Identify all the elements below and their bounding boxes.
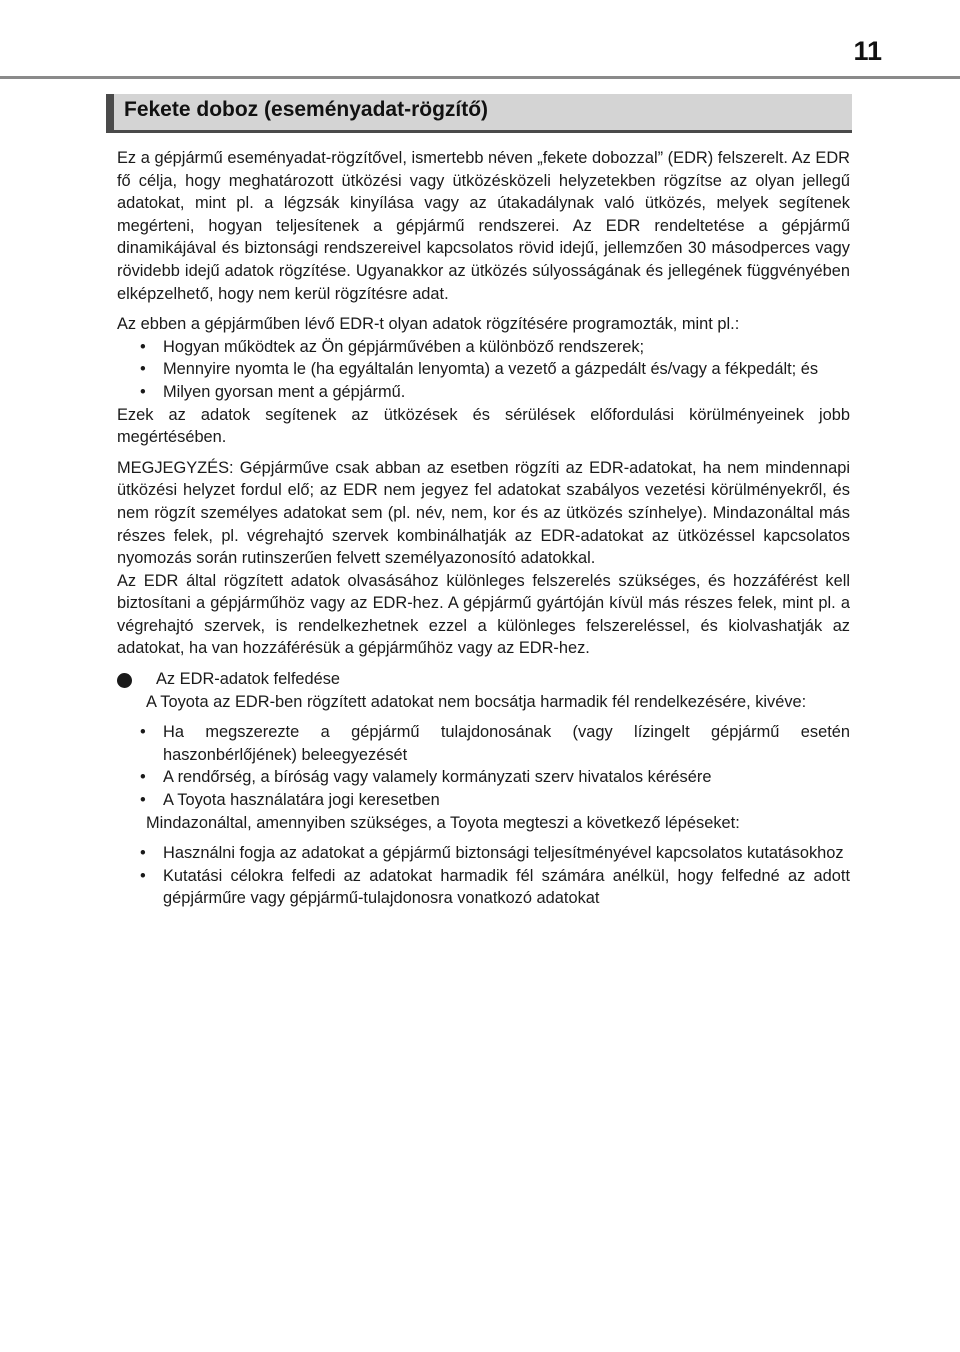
list-item: • Mennyire nyomta le (ha egyáltalán lenyomta) a vezető a gázpedált és/vagy a fékpedált; és <box>117 358 850 381</box>
disclosure-paragraph: A Toyota az EDR-ben rögzített adatokat nem bocsátja harmadik fél rendelkezésére, kivéve: <box>146 692 807 711</box>
list-item: • A Toyota használatára jogi keresetben <box>146 789 850 812</box>
list-item: • Használni fogja az adatokat a gépjármű biztonsági teljesítményével kapcsolatos kutatásokhoz <box>146 842 850 865</box>
intro-paragraph: Ez a gépjármű eseményadat-rögzítővel, ismertebb néven „fekete dobozzal” (EDR) felszerelt. Az EDR fő célja, hogy meghatározott ütközési vagy ütközésközeli helyzetekben rögzítse az olyan jellegű adatokat, mint pl. a légzsák kinyílása vagy az útakadálynak való ütközés, melyek segítenek megérteni, hogyan teljesítenek a gépjármű rendszerei. Az EDR rendeltetése a gépjármű dinamikájával és biztonsági rendszereivel kapcsolatos rövid idejű, jellemzően 30 másodperces vagy rövidebb idejű adatok rögzítése. Ugyanakkor az ütközés súlyosságának és jellegének függvényében elképzelhető, hogy nem kerül rögzítésre adat. <box>117 149 850 303</box>
subheading-label: Az EDR-adatok felfedése <box>156 670 341 689</box>
recorded-data-list <box>117 336 850 404</box>
body-text <box>117 147 850 918</box>
list-item: • Kutatási célokra felfedi az adatokat harmadik fél számára anélkül, hogy felfedné az adott gépjárműre vagy gépjármű-tulajdonosra vonatkozó adatokat <box>146 865 850 910</box>
list-item: • Milyen gyorsan ment a gépjármű. <box>117 381 850 404</box>
disclosure-subheading <box>117 668 850 691</box>
list-item: • A rendőrség, a bíróság vagy valamely kormányzati szerv hivatalos kérésére <box>146 766 850 789</box>
programmed-data-paragraph: Az ebben a gépjárműben lévő EDR-t olyan adatok rögzítésére programozták, mint pl.: <box>117 315 740 334</box>
note-paragraph: MEGJEGYZÉS: Gépjárműve csak abban az esetben rögzíti az EDR-adatokat, ha nem mindennapi ütközési helyzet fordul elő; az EDR nem jegyez fel adatokat szabályos vezetési körülményekről, és nem rögzít személyes adatokat sem (pl. név, nem, kor és az ütközés színhelye). Mindazonáltal más részes felek, pl. végrehajtó szervek kombinálhatják az EDR-adatokat az ütközéssel kapcsolatos nyomozás során rutinszerűen felvett személyazonosító adatokkal. <box>117 458 850 568</box>
purpose-paragraph: Ezek az adatok segítenek az ütközések és sérülések előfordulási körülményeinek jobb megértésében. <box>117 405 850 447</box>
section-title: Fekete doboz (eseményadat-rögzítő) <box>124 98 489 121</box>
access-paragraph: Az EDR által rögzített adatok olvasásához különleges felszerelés szükséges, és hozzáférést kell biztosítani a gépjárműhöz vagy az EDR-hez. A gépjármű gyártóján kívül más részes felek, mint pl. a végrehajtó szervek, is rendelkezhetnek ezzel a különleges felszereléssel, és kiolvashatják az adatokat, ha van hozzáférésük a gépjárműhöz vagy az EDR-hez. <box>117 571 850 658</box>
page-number: 11 <box>853 36 882 66</box>
toyota-steps-paragraph: Mindazonáltal, amennyiben szükséges, a Toyota megteszi a következő lépéseket: <box>146 813 740 832</box>
disclosure-exceptions-list <box>146 721 850 811</box>
section-heading-underline <box>106 130 852 133</box>
disclosure-section <box>117 691 850 910</box>
list-item: • Hogyan működtek az Ön gépjárművében a különböző rendszerek; <box>117 336 850 359</box>
toyota-steps-list <box>146 842 850 910</box>
header-divider <box>0 76 960 79</box>
list-item: • Ha megszerezte a gépjármű tulajdonosának (vagy lízingelt gépjármű esetén haszonbérlőjének) beleegyezését <box>146 721 850 766</box>
bullet-dot-icon <box>117 673 132 688</box>
